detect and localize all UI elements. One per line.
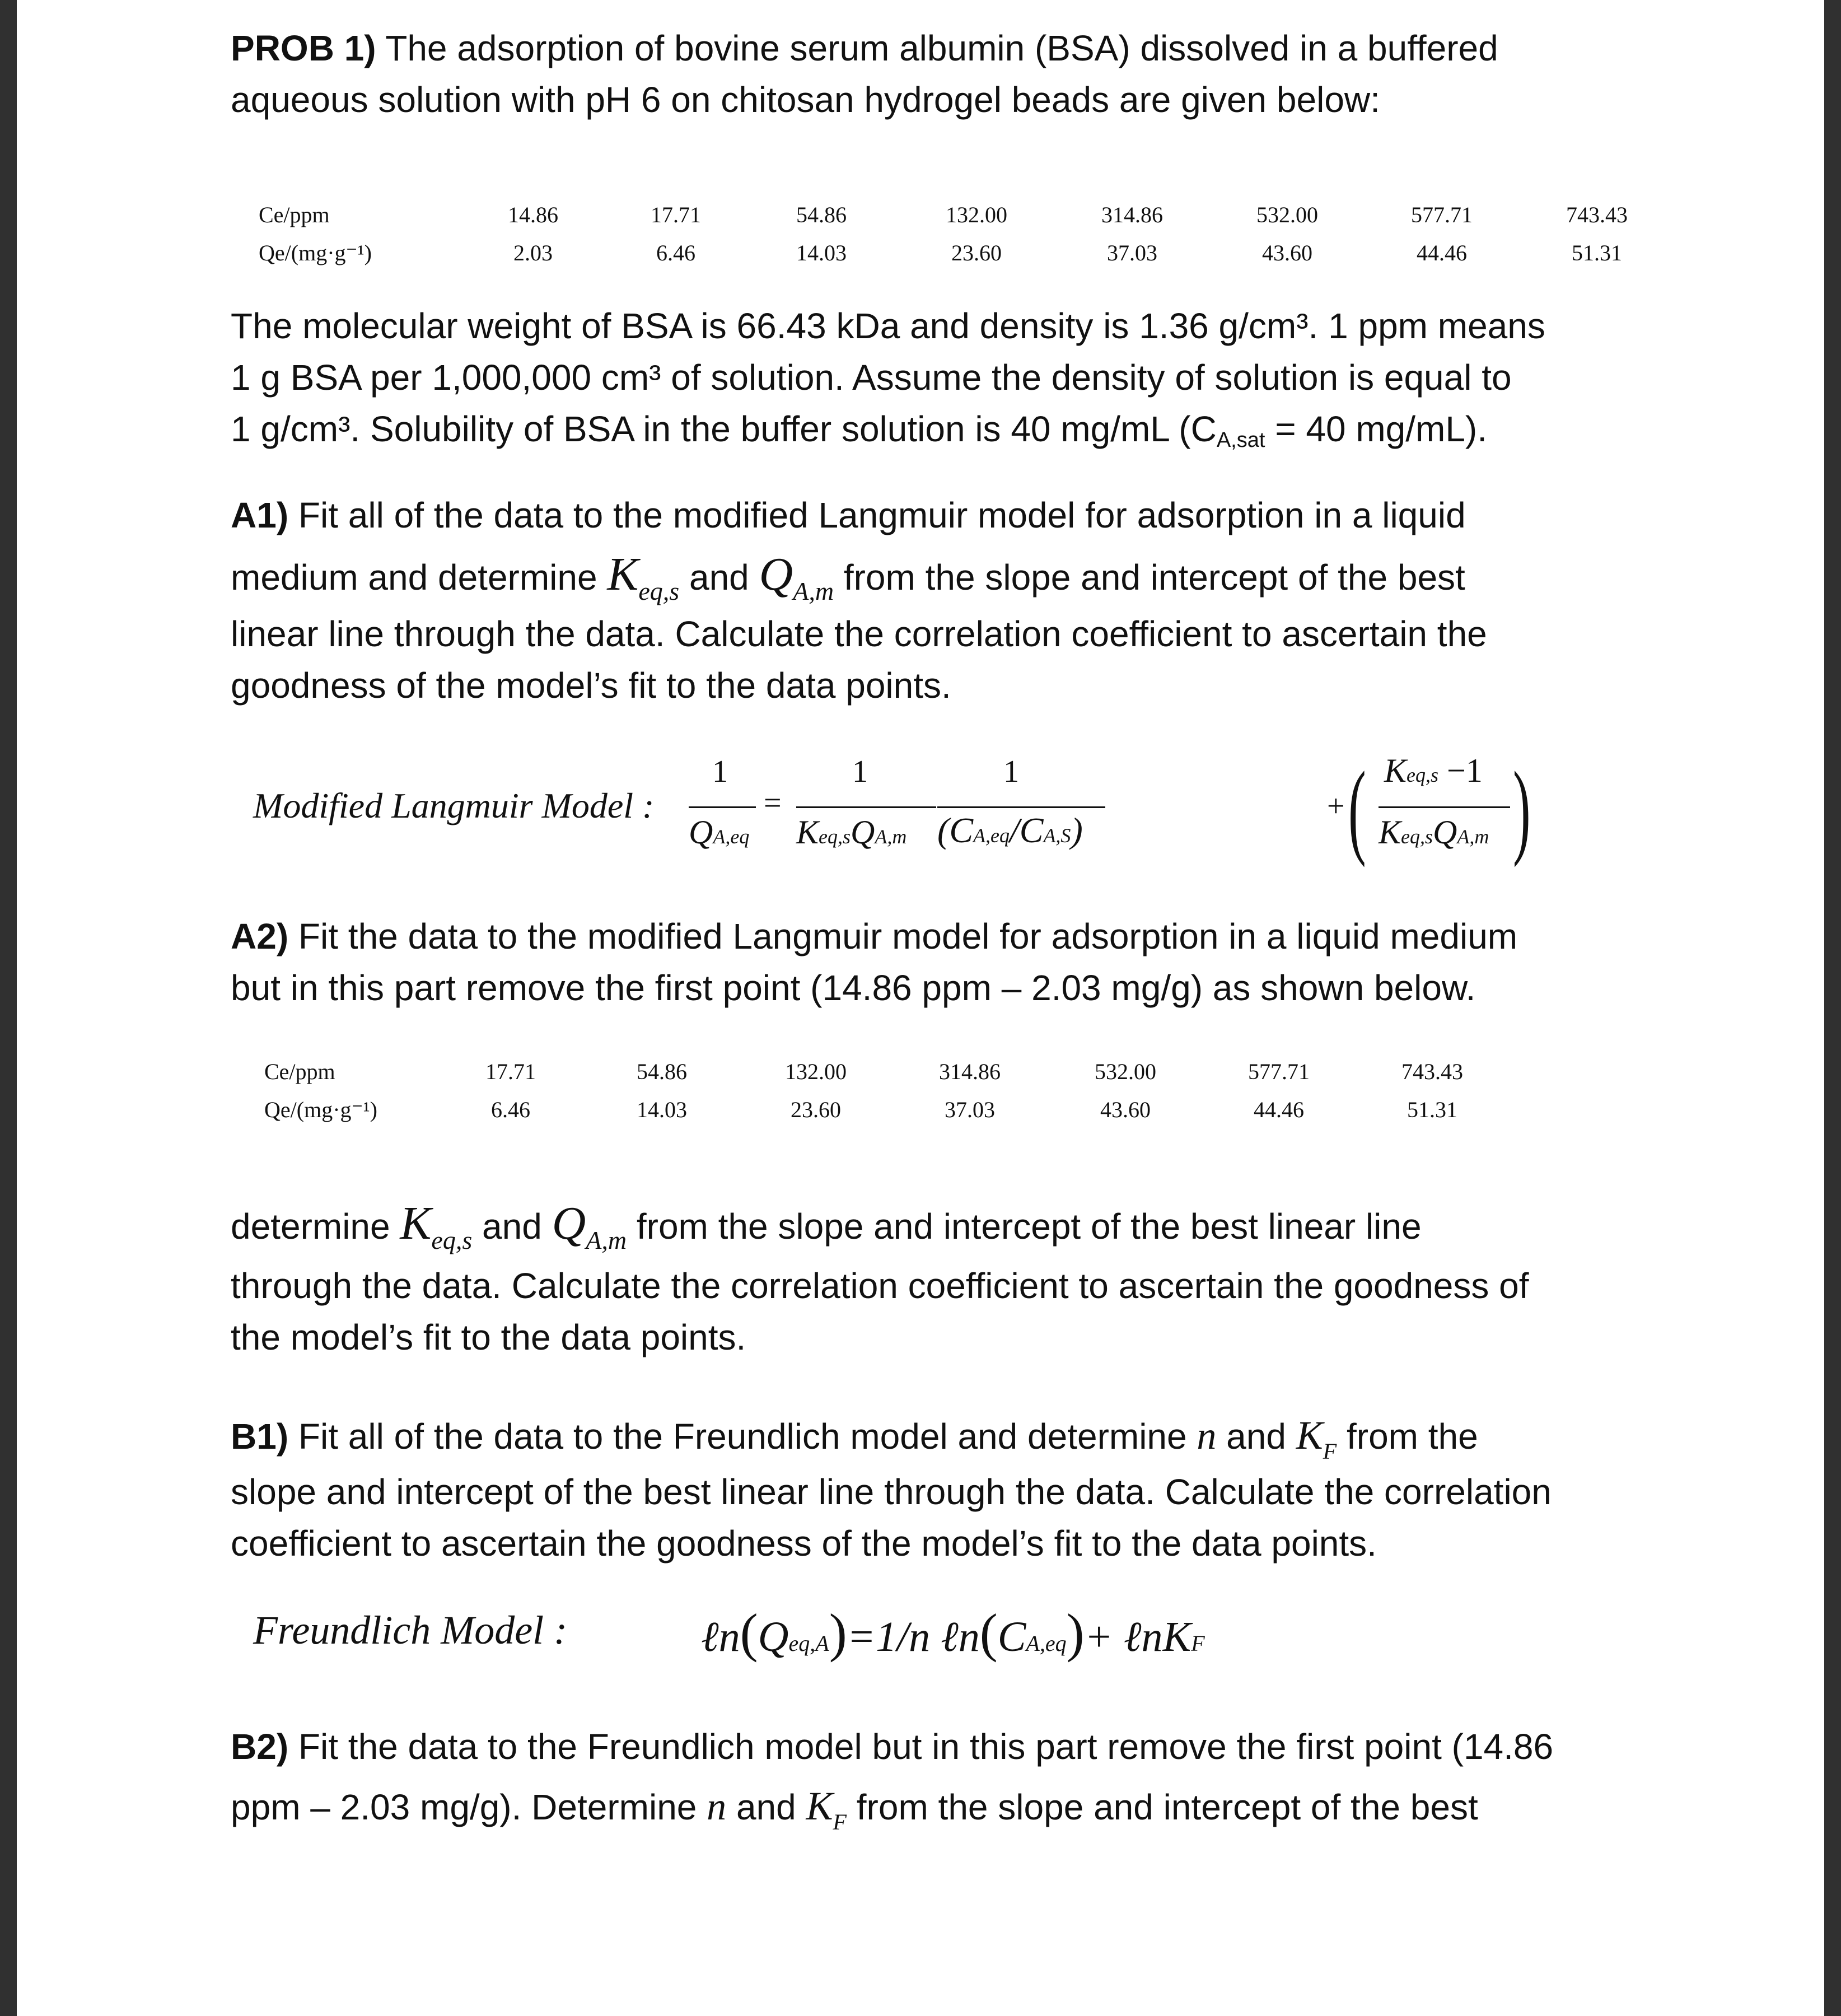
table-cell: 23.60 bbox=[791, 1097, 841, 1122]
right-paren: ) bbox=[1513, 750, 1531, 868]
props-line-1: The molecular weight of BSA is 66.43 kDa and density is 1.36 g/cm³. 1 ppm means bbox=[231, 306, 1545, 346]
n-symbol: n bbox=[1197, 1415, 1217, 1458]
n-symbol: n bbox=[707, 1785, 727, 1828]
q-sub: eq,A bbox=[788, 1631, 829, 1656]
a1-label: A1) bbox=[231, 495, 289, 535]
term1-k: K bbox=[796, 814, 819, 851]
term1-q-sub: A,m bbox=[875, 825, 907, 848]
table-cell: 6.46 bbox=[656, 240, 695, 265]
a2b-line-3: the model’s fit to the data points. bbox=[231, 1317, 746, 1357]
table-cell: 14.03 bbox=[637, 1097, 687, 1122]
problem-intro bbox=[231, 22, 1642, 125]
table-cell: 43.60 bbox=[1100, 1097, 1151, 1122]
row-label-qe: Qe/(mg·g⁻¹) bbox=[259, 240, 372, 265]
row-label-ce: Ce/ppm bbox=[259, 202, 330, 227]
q-symbol: Q bbox=[758, 1613, 789, 1660]
c-symbol: C bbox=[997, 1613, 1026, 1660]
table-cell: 2.03 bbox=[513, 240, 553, 265]
row-label-qe: Qe/(mg·g⁻¹) bbox=[264, 1097, 377, 1122]
part-a2-continued bbox=[231, 1187, 1642, 1363]
b1-line-1: Fit all of the data to the Freundlich model and determine bbox=[298, 1416, 1187, 1457]
table-cell: 532.00 bbox=[1256, 202, 1318, 227]
equals-sign: = bbox=[764, 786, 782, 820]
table-cell: 17.71 bbox=[651, 202, 701, 227]
table-cell: 577.71 bbox=[1411, 202, 1473, 227]
part-b1 bbox=[231, 1404, 1642, 1569]
b1-line-3: coefficient to ascertain the goodness of the model’s fit to the data points. bbox=[231, 1523, 1377, 1564]
b2-and: and bbox=[736, 1787, 796, 1827]
part-a2 bbox=[231, 911, 1642, 1014]
b1-line-1-end: from the bbox=[1346, 1416, 1478, 1457]
k-eq-s-sub: eq,s bbox=[638, 577, 680, 605]
term2-end: ) bbox=[1071, 810, 1083, 850]
data-table-all-points bbox=[259, 202, 1630, 274]
left-window-edge bbox=[0, 0, 17, 2016]
k-eq-s-sub: eq,s bbox=[431, 1226, 473, 1254]
left-paren: ( bbox=[740, 1603, 758, 1663]
langmuir-label: Modified Langmuir Model : bbox=[253, 786, 655, 825]
lhs-denominator: Q bbox=[689, 814, 713, 851]
term1-k-sub: eq,s bbox=[819, 825, 851, 848]
ln-term: ℓn bbox=[701, 1613, 740, 1660]
intro-line-1: The adsorption of bovine serum albumin (BSA) dissolved in a buffered bbox=[385, 28, 1498, 68]
props-line-3: 1 g/cm³. Solubility of BSA in the buffer solution is 40 mg/mL (C bbox=[231, 409, 1217, 449]
table-cell: 132.00 bbox=[946, 202, 1007, 227]
row-label-ce: Ce/ppm bbox=[264, 1059, 335, 1084]
table-cell: 6.46 bbox=[491, 1097, 530, 1122]
a2-line-2: but in this part remove the first point (14.86 ppm – 2.03 mg/g) as shown below. bbox=[231, 968, 1476, 1008]
document-page[interactable] bbox=[17, 0, 1824, 2016]
freundlich-label: Freundlich Model : bbox=[253, 1608, 568, 1653]
k-eq-s-symbol: K bbox=[400, 1197, 432, 1249]
a2b-line-1-end: from the slope and intercept of the best linear line bbox=[636, 1206, 1422, 1247]
term2-c2-sub: A,S bbox=[1043, 824, 1071, 847]
term3-k-sub: eq,s bbox=[1407, 764, 1439, 786]
fraction-bar bbox=[796, 806, 936, 808]
table-cell: 44.46 bbox=[1417, 240, 1467, 265]
q-a-m-symbol: Q bbox=[552, 1197, 586, 1249]
table-cell: 37.03 bbox=[1107, 240, 1157, 265]
table-cell: 23.60 bbox=[951, 240, 1002, 265]
table-cell: 743.43 bbox=[1566, 202, 1628, 227]
term3-den-q-sub: A,m bbox=[1457, 825, 1489, 848]
b1-and: and bbox=[1226, 1416, 1286, 1457]
term1-q: Q bbox=[851, 814, 875, 851]
right-window-edge bbox=[1824, 0, 1841, 2016]
a2-line-1: Fit the data to the modified Langmuir model for adsorption in a liquid medium bbox=[298, 916, 1518, 956]
plus-sign: + bbox=[1327, 789, 1345, 824]
table-cell: 54.86 bbox=[637, 1059, 687, 1084]
table-cell: 314.86 bbox=[1101, 202, 1163, 227]
props-line-2: 1 g BSA per 1,000,000 cm³ of solution. Assume the density of solution is equal to bbox=[231, 357, 1512, 398]
a1-line-1: Fit all of the data to the modified Langmuir model for adsorption in a liquid bbox=[298, 495, 1466, 535]
prob-label: PROB 1) bbox=[231, 28, 376, 68]
k-eq-s-symbol: K bbox=[607, 548, 639, 600]
term2-c-sub: A,eq bbox=[973, 824, 1010, 847]
term3-den-k: K bbox=[1379, 814, 1401, 851]
table-cell: 577.71 bbox=[1248, 1059, 1310, 1084]
mid-term: =1/n ℓn bbox=[847, 1613, 980, 1660]
table-cell: 43.60 bbox=[1262, 240, 1312, 265]
b2-line-1: Fit the data to the Freundlich model but in this part remove the first point (14.86 bbox=[298, 1726, 1554, 1767]
b1-line-2: slope and intercept of the best linear line through the data. Calculate the correlation bbox=[231, 1472, 1552, 1512]
table-cell: 54.86 bbox=[796, 202, 847, 227]
b1-label: B1) bbox=[231, 1416, 289, 1457]
table-cell: 14.03 bbox=[796, 240, 847, 265]
c-sub: A,eq bbox=[1026, 1631, 1067, 1656]
freundlich-equation bbox=[231, 1590, 1642, 1669]
q-a-m-symbol: Q bbox=[759, 548, 793, 600]
langmuir-equation bbox=[231, 750, 1642, 874]
kf-sub: F bbox=[833, 1809, 847, 1835]
kf-sub: F bbox=[1191, 1631, 1205, 1656]
kf-sub: F bbox=[1323, 1439, 1337, 1464]
table-cell: 37.03 bbox=[945, 1097, 995, 1122]
term2-numerator: 1 bbox=[1003, 754, 1019, 789]
props-sub: A,sat bbox=[1216, 428, 1265, 452]
b2-line-2: ppm – 2.03 mg/g). Determine bbox=[231, 1787, 697, 1827]
table-cell: 314.86 bbox=[939, 1059, 1001, 1084]
table-cell: 44.46 bbox=[1254, 1097, 1304, 1122]
b2-line-2-end: from the slope and intercept of the best bbox=[856, 1787, 1478, 1827]
table-cell: 17.71 bbox=[485, 1059, 536, 1084]
table-cell: 132.00 bbox=[785, 1059, 847, 1084]
q-a-m-sub: A,m bbox=[586, 1226, 627, 1254]
b2-label: B2) bbox=[231, 1726, 289, 1767]
bsa-properties bbox=[231, 300, 1642, 466]
lhs-numerator: 1 bbox=[712, 754, 728, 789]
left-paren: ( bbox=[979, 1603, 998, 1663]
intro-line-2: aqueous solution with pH 6 on chitosan hydrogel beads are given below: bbox=[231, 80, 1380, 120]
a2b-line-2: through the data. Calculate the correlation coefficient to ascertain the goodness of bbox=[231, 1266, 1529, 1306]
term2-mid: /C bbox=[1009, 810, 1044, 850]
q-a-m-sub: A,m bbox=[793, 577, 834, 605]
table-cell: 51.31 bbox=[1407, 1097, 1457, 1122]
fraction-bar bbox=[937, 806, 1105, 808]
a2b-line-1: determine bbox=[231, 1206, 390, 1247]
term2-c: (C bbox=[937, 810, 973, 850]
a1-line-4: goodness of the model’s fit to the data points. bbox=[231, 665, 951, 706]
part-b2 bbox=[231, 1717, 1642, 1836]
part-a1 bbox=[231, 489, 1642, 711]
lhs-denominator-sub: A,eq bbox=[713, 825, 750, 848]
term1-numerator: 1 bbox=[852, 754, 868, 789]
term3-den-k-sub: eq,s bbox=[1401, 825, 1433, 848]
a1-line-2: medium and determine bbox=[231, 557, 597, 598]
term3-minus-one: −1 bbox=[1447, 752, 1483, 789]
left-paren: ( bbox=[1348, 750, 1366, 868]
a1-and: and bbox=[689, 557, 749, 598]
table-cell: 14.86 bbox=[508, 202, 558, 227]
a2-label: A2) bbox=[231, 916, 289, 956]
a1-line-2-end: from the slope and intercept of the best bbox=[843, 557, 1465, 598]
kf-symbol: K bbox=[1296, 1413, 1323, 1458]
end-term: + ℓnK bbox=[1084, 1613, 1191, 1660]
right-paren: ) bbox=[1066, 1603, 1085, 1663]
right-paren: ) bbox=[829, 1603, 847, 1663]
fraction-bar bbox=[1379, 806, 1510, 808]
table-cell: 51.31 bbox=[1572, 240, 1622, 265]
table-cell: 532.00 bbox=[1095, 1059, 1156, 1084]
data-table-without-first-point bbox=[264, 1058, 1552, 1131]
term3-k: K bbox=[1384, 752, 1407, 789]
kf-symbol: K bbox=[806, 1784, 833, 1828]
table-cell: 743.43 bbox=[1401, 1059, 1463, 1084]
props-line-3-end: = 40 mg/mL). bbox=[1265, 409, 1488, 449]
fraction-bar bbox=[689, 806, 756, 808]
a1-line-3: linear line through the data. Calculate the correlation coefficient to ascertain the bbox=[231, 614, 1487, 654]
term3-den-q: Q bbox=[1433, 814, 1457, 851]
a2b-and: and bbox=[482, 1206, 542, 1247]
